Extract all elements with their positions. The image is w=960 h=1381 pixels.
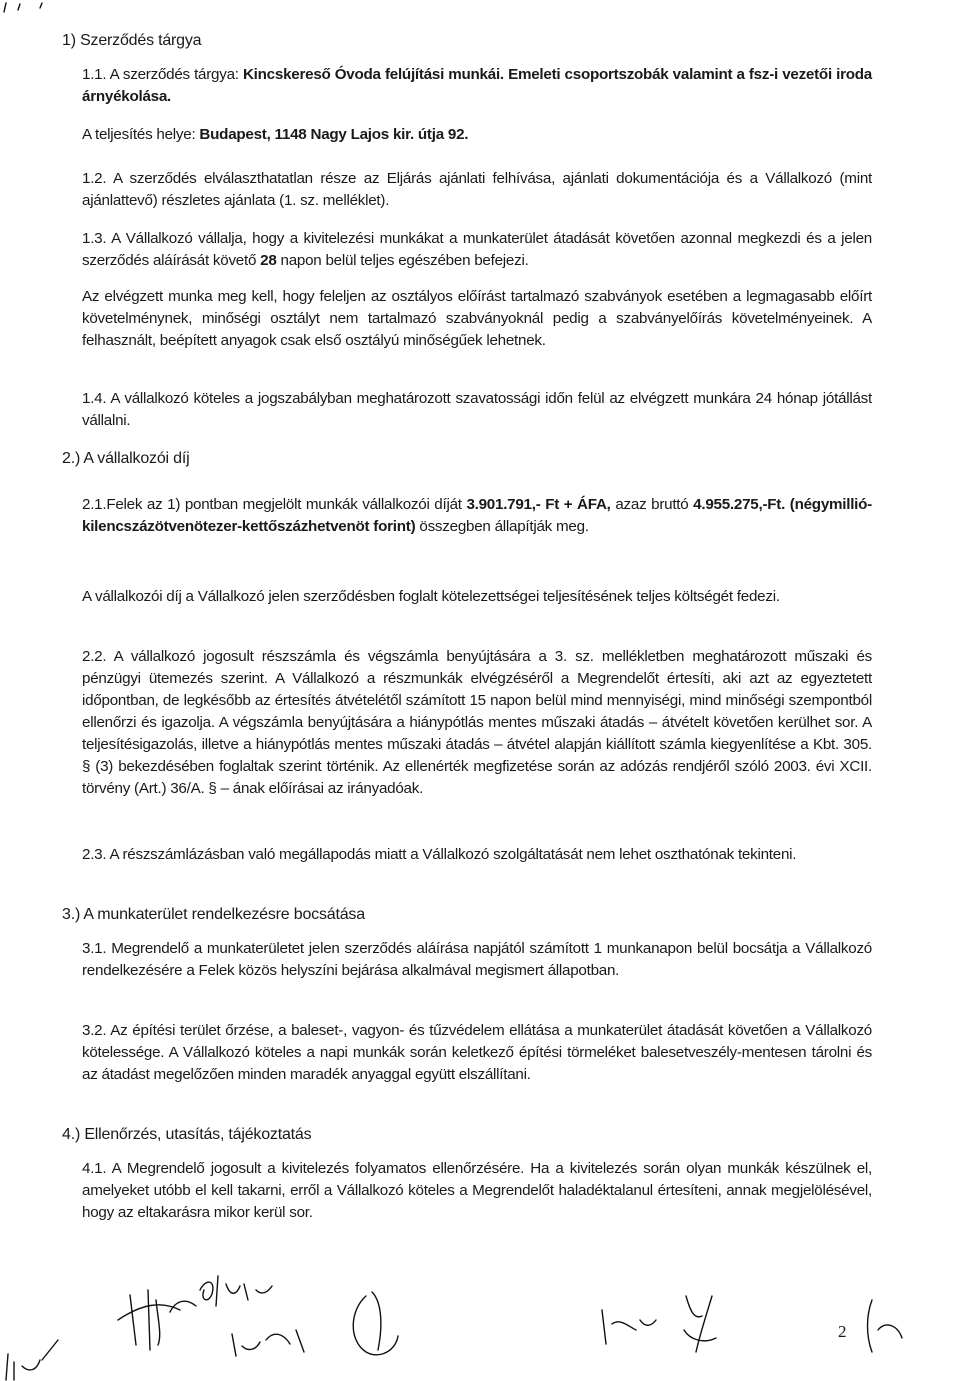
paragraph-2-2-text: 2.2. A vállalkozó jogosult részszámla és végszámla benyújtására a 3. sz. mellékletben meghatározott műszaki és pénzügyi ütemezés szerint. A Vállalkozó a részmunkák elvégzéséről a Megrendelőt értesíti, aki azt az egyeztetett időpontban, de legkésőbb az értesítés átvételétől számított 15 napon belül mind mennyiségi, mind minőségi szempontból ellenőrzi és igazolja. A végszámla benyújtására a hiánypótlás mentes műszaki átadás – átvételt követően kerülhet sor. A teljesítésigazolás, illetve a hiánypótlás mentes műszaki átadás – átvétel alapján kiállított számla kiegyenlítése a Kbt. 305. § (3) bekezdésében foglaltak szerint történik. Az ellenérték megfizetése során az adózás rendjéről szóló 2003. évi XCII. törvény (Art.) 36/A. § – ának előírásai az irányadóak. (82, 648, 872, 797)
paragraph-1-4-text: 1.4. A vállalkozó köteles a jogszabályban meghatározott szavatossági időn felül az elvégzett munkára 24 hónap jótállást vállalni. (82, 390, 872, 429)
paragraph-3-1-text: 3.1. Megrendelő a munkaterületet jelen szerződés aláírása napjától számított 1 munkanapon belül bocsátja a Vállalkozó rendelkezésére a Felek közös helyszíni bejárása alkalmával megismert állapotban. (82, 940, 872, 979)
paragraph-1-3-pre: 1.3. A Vállalkozó vállalja, hogy a kivitelezési munkákat a munkaterület átadását követően azonnal megkezdi és a jelen szerződés aláírását követő (82, 230, 872, 269)
margin-mark (4, 3, 42, 12)
paragraph-1-3-post: napon belül teljes egészében befejezi. (276, 252, 529, 269)
place-label: A teljesítés helye: (82, 126, 200, 143)
margin-initial-right (868, 1300, 903, 1352)
signature-1 (118, 1290, 196, 1350)
signature-4 (353, 1292, 398, 1355)
paragraph-2-1-post: összegben állapítják meg. (415, 518, 589, 535)
contract-subject: Kincskereső Óvoda felújítási munkái. Emeleti csoportszobák valamint a fsz-i vezetői iroda árnyékolása. (82, 66, 873, 105)
paragraph-2-1-pre: 2.1.Felek az 1) pontban megjelölt munkák vállalkozói díját (82, 496, 467, 513)
signature-5 (602, 1310, 656, 1344)
section-4-heading: 4.) Ellenőrzés, utasítás, tájékoztatás (62, 1126, 312, 1143)
paragraph-1-3-standards-text: Az elvégzett munka meg kell, hogy feleljen az osztályos előírást tartalmazó szabványok esetében a legmagasabb előírt követelménynek, minőségi osztályt nem tartalmazó szabványoknál pedig a szabványelőírás követelményeinek. A felhasznált, beépített anyagok csak első osztályú minőségűek lehetnek. (82, 288, 872, 349)
gross-price: 4.955.275,-Ft. (693, 496, 786, 513)
paragraph-2-1-cost-text: A vállalkozói díj a Vállalkozó jelen szerződésben foglalt kötelezettségei teljesítésének teljes költségét fedezi. (82, 588, 780, 605)
gross-price-words: (négymillió-kilencszázötvenötezer-kettőszázhetvenöt forint) (82, 496, 872, 535)
paragraph-2-3-text: 2.3. A részszámlázásban való megállapodás miatt a Vállalkozó szolgáltatását nem lehet oszthatónak tekinteni. (82, 846, 797, 863)
signature-3 (232, 1330, 304, 1356)
section-2-heading: 2.) A vállalkozói díj (62, 450, 190, 467)
section-3-heading: 3.) A munkaterület rendelkezésre bocsátása (62, 906, 365, 923)
paragraph-1-2-text: 1.2. A szerződés elválaszthatatlan része az Eljárás ajánlati felhívása, ajánlati dokumentációja és a Vállalkozó (mint ajánlattevő) részletes ajánlata (1. sz. melléklet). (82, 170, 872, 209)
signature-6 (684, 1296, 716, 1352)
net-price: 3.901.791,- Ft + ÁFA, (466, 496, 611, 513)
signature-2 (200, 1276, 272, 1306)
margin-initial-left (6, 1340, 58, 1380)
paragraph-1-1-label: 1.1. A szerződés tárgya: (82, 66, 243, 83)
paragraph-4-1-text: 4.1. A Megrendelő jogosult a kivitelezés folyamatos ellenőrzésére. Ha a kivitelezés során olyan munkák készülnek el, amelyeket utóbb el kell takarni, erről a Vállalkozó köteles a Megrendelőt haladéktalanul értesíteni, annak megjelölésével, hogy az eltakarásra mikor kerül sor. (82, 1160, 872, 1221)
completion-days: 28 (260, 252, 277, 269)
page-number: 2 (838, 1322, 847, 1341)
paragraph-3-2-text: 3.2. Az építési terület őrzése, a baleset-, vagyon- és tűzvédelem ellátása a munkaterület átadását követően a Vállalkozó kötelessége. A Vállalkozó köteles a napi munkák során keletkező építési törmeléket balesetveszély-mentesen tárolni és az átadást megelőzően minden maradék anyaggal együtt elszállítani. (82, 1022, 872, 1083)
section-1-heading: 1) Szerződés tárgya (62, 32, 202, 49)
paragraph-2-1-mid: azaz bruttó (610, 496, 694, 513)
place-address: Budapest, 1148 Nagy Lajos kir. útja 92. (199, 126, 469, 143)
